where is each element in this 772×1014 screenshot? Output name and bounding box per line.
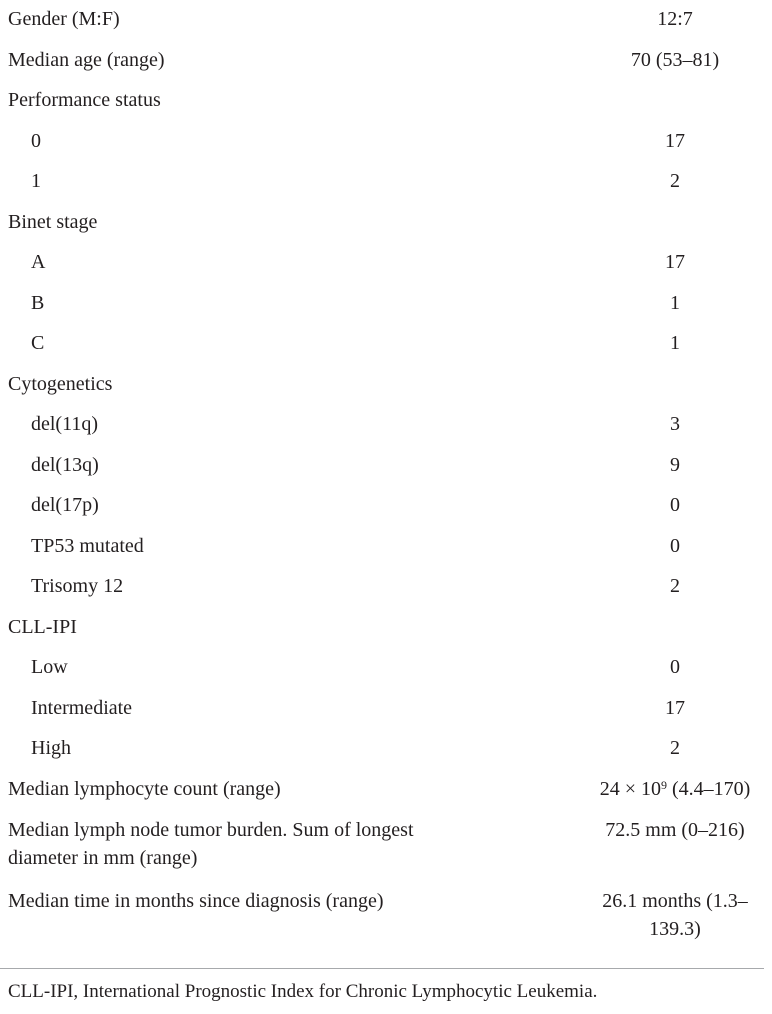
- row-label: del(13q): [31, 454, 99, 476]
- row-label-line1: Median lymph node tumor burden. Sum of longest: [8, 819, 414, 841]
- row-label: Intermediate: [31, 697, 133, 719]
- row-value: 17: [665, 130, 685, 152]
- table-footnote: CLL-IPI, International Prognostic Index for Chronic Lymphocytic Leukemia.: [8, 981, 598, 1002]
- row-value: 17: [665, 251, 685, 273]
- value-suffix: (4.4–170): [666, 778, 751, 800]
- row-label: Median age (range): [8, 49, 165, 71]
- row-value-line1: 26.1 months (1.3–: [602, 890, 748, 912]
- row-value: 1: [670, 332, 680, 354]
- row-value: [545, 775, 772, 803]
- row-label: A: [31, 251, 46, 273]
- row-label: B: [31, 292, 45, 314]
- row-value: 3: [670, 413, 680, 435]
- row-label: Median lymphocyte count (range): [8, 778, 281, 800]
- row-value: 12:7: [657, 8, 693, 30]
- row-value: 2: [670, 737, 680, 759]
- row-value-line2: 139.3): [649, 918, 701, 940]
- row-label: del(17p): [31, 494, 99, 516]
- value-exponent: 9: [660, 778, 667, 792]
- row-label: del(11q): [31, 413, 99, 435]
- row-value: [545, 887, 772, 943]
- row-value: 0: [670, 494, 680, 516]
- row-label: 0: [31, 130, 41, 152]
- row-label: Low: [31, 656, 68, 678]
- row-value: 0: [670, 656, 680, 678]
- row-value: 2: [670, 575, 680, 597]
- value-prefix: 24 × 10: [599, 778, 661, 800]
- row-label: C: [31, 332, 45, 354]
- row-label: Trisomy 12: [31, 575, 124, 597]
- section-label: CLL-IPI: [8, 616, 77, 638]
- row-value: 9: [670, 454, 680, 476]
- row-label: Gender (M:F): [8, 8, 120, 30]
- row-label: 1: [31, 170, 41, 192]
- row-value: 1: [670, 292, 680, 314]
- row-label: TP53 mutated: [31, 535, 144, 557]
- row-label-line2: diameter in mm (range): [8, 847, 198, 869]
- row-value: 17: [665, 697, 685, 719]
- row-value: 70 (53–81): [630, 49, 720, 71]
- row-label: Median time in months since diagnosis (range): [8, 890, 384, 912]
- row-value: 2: [670, 170, 680, 192]
- section-label: Performance status: [8, 89, 161, 111]
- section-label: Binet stage: [8, 211, 98, 233]
- row-label: [8, 816, 528, 872]
- row-value: 72.5 mm (0–216): [605, 819, 745, 841]
- section-label: Cytogenetics: [8, 373, 113, 395]
- row-value: 0: [670, 535, 680, 557]
- row-label: High: [31, 737, 71, 759]
- footnote-divider: [0, 968, 764, 969]
